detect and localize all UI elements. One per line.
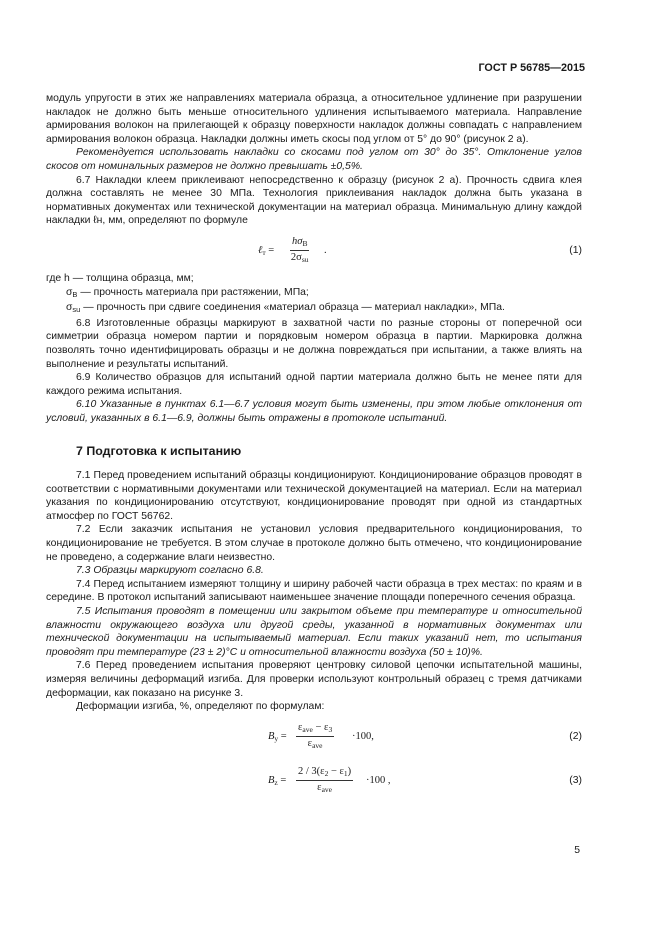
where-item-sigma-b: $\sigma_B$ — прочность материала при растяжении, МПа; [66, 286, 309, 299]
formula-2-fraction: $\varepsilon_{ave} - \varepsilon_3$ $\varepsilon_{ave}$ [298, 721, 333, 750]
where-intro: где h — толщина образца, мм; [46, 272, 194, 284]
where-item-sigma-su: $\sigma_{su}$ — прочность при сдвиге соединения «материал образца — материал накладки», МПа. [66, 302, 505, 315]
formula-2-lhs: $B_y$ = [268, 730, 287, 743]
paragraph-recommendation: Рекомендуется использовать накладки со скосами под углом от 30° до 35°. Отклонение углов скосов от номинальных размеров не должно превышать ±0,5%. [46, 147, 582, 172]
paragraph-7-4: 7.4 Перед испытанием измеряют толщину и ширину рабочей части образца в трех местах: по краям и в середине. В протокол испытаний записывают наименьшее значение площади поперечного сечения образца. [46, 578, 582, 604]
formula-1-number: (1) [569, 244, 582, 256]
page-number: 5 [574, 845, 580, 856]
formula-2: $B_y$ = $\varepsilon_{ave} - \varepsilon_3$ $\varepsilon_{ave}$ ·100, (2) [268, 721, 582, 750]
section-7-heading: 7 Подготовка к испытанию [76, 444, 242, 459]
paragraph-formulas-intro: Деформации изгиба, %, определяют по формулам: [76, 701, 325, 713]
paragraph-7-2: 7.2 Если заказчик испытания не установил условия предварительного кондиционирования, то кондиционирование не требуется. В этом случае в протоколе должно быть отмечено, что кондиционирование не проведено, а содержание влаги неизвестно. [46, 524, 582, 563]
paragraph-7-1: 7.1 Перед проведением испытаний образцы кондиционируют. Кондиционирование образцов проводят в соответствии с нормативными документами или технической документацией на материал. Если на материал указания по кондиционированию отсутствуют, кондиционирование проводят при одной из стандартных атмосфер по ГОСТ 56762. [46, 470, 582, 522]
formula-3-lhs: $B_z$ = [268, 774, 287, 787]
paragraph-continuation: модуль упругости в этих же направлениях материала образца, а относительное удлинение при разрушении накладок не должно быть меньше относительного удлинения испытываемого материала. Направление армирования волокон на прилегающей к образцу поверхности накладок должны совпадать с направлением армирования волокон образца. Накладки должны иметь скосы под углом от 5° до 90° (рисунок 2 а). [46, 93, 582, 145]
paragraph-7-5: 7.5 Испытания проводят в помещении или закрытом объеме при температуре и относительной влажности окружающего воздуха или другой среды, указанной в нормативных документах или технической документации на испытываемый материал. Если таких указаний нет, то испытания проводят при температуре (23 ± 2)°С и относительной влажности воздуха (50 ± 10)%. [46, 606, 582, 658]
paragraph-6-8: 6.8 Изготовленные образцы маркируют в захватной части по разные стороны от поперечной оси симметрии образца номером партии и порядковым номером образца в партии. Маркировка должна позволять точно идентифицировать образцы и не должна повреждаться при испытании, а также влиять на выполнение и результаты испытаний. [46, 317, 582, 370]
paragraph-6-7: 6.7 Накладки клеем приклеивают непосредственно к образцу (рисунок 2 а). Прочность сдвига клея должна составлять не менее 30 МПа. Технология приклеивания накладок должна быть указана в нормативных документах или технической документации на материал образца. Минимальную длину каждой накладки ℓн, мм, определяют по формуле [46, 174, 582, 227]
formula-1-fraction: $h\sigma_B$ $2\sigma_{su}$ [290, 235, 309, 264]
formula-3-fraction: $2 / 3(\varepsilon_2 - \varepsilon_1)$ $\varepsilon_{ave}$ [298, 765, 352, 794]
paragraph-6-10: 6.10 Указанные в пунктах 6.1—6.7 условия могут быть изменены, при этом любые отклонения от условий, указанных в 6.1—6.9, должны быть отражены в протоколе испытаний. [46, 399, 582, 424]
formula-1: ℓ$_т$ = $h\sigma_B$ $2\sigma_{su}$ . (1) [258, 235, 582, 264]
paragraph-6-9: 6.9 Количество образцов для испытаний одной партии материала должно быть не менее пяти для каждого режима испытания. [46, 372, 582, 397]
document-header: ГОСТ Р 56785—2015 [478, 62, 585, 74]
formula-3: $B_z$ = $2 / 3(\varepsilon_2 - \varepsilon_1)$ $\varepsilon_{ave}$ ·100 , (3) [268, 765, 582, 794]
formula-2-number: (2) [569, 730, 582, 742]
formula-3-number: (3) [569, 774, 582, 786]
paragraph-7-6: 7.6 Перед проведением испытания проверяют центровку силовой цепочки испытательной машины, измеряя величины деформаций изгиба. Для проверки используют контрольный образец с тремя датчиками деформации, как показано на рисунке 3. [46, 660, 582, 699]
formula-1-lhs: ℓ$_т$ = [258, 244, 275, 257]
page-body [46, 92, 582, 800]
paragraph-7-3: 7.3 Образцы маркируют согласно 6.8. [76, 565, 264, 577]
